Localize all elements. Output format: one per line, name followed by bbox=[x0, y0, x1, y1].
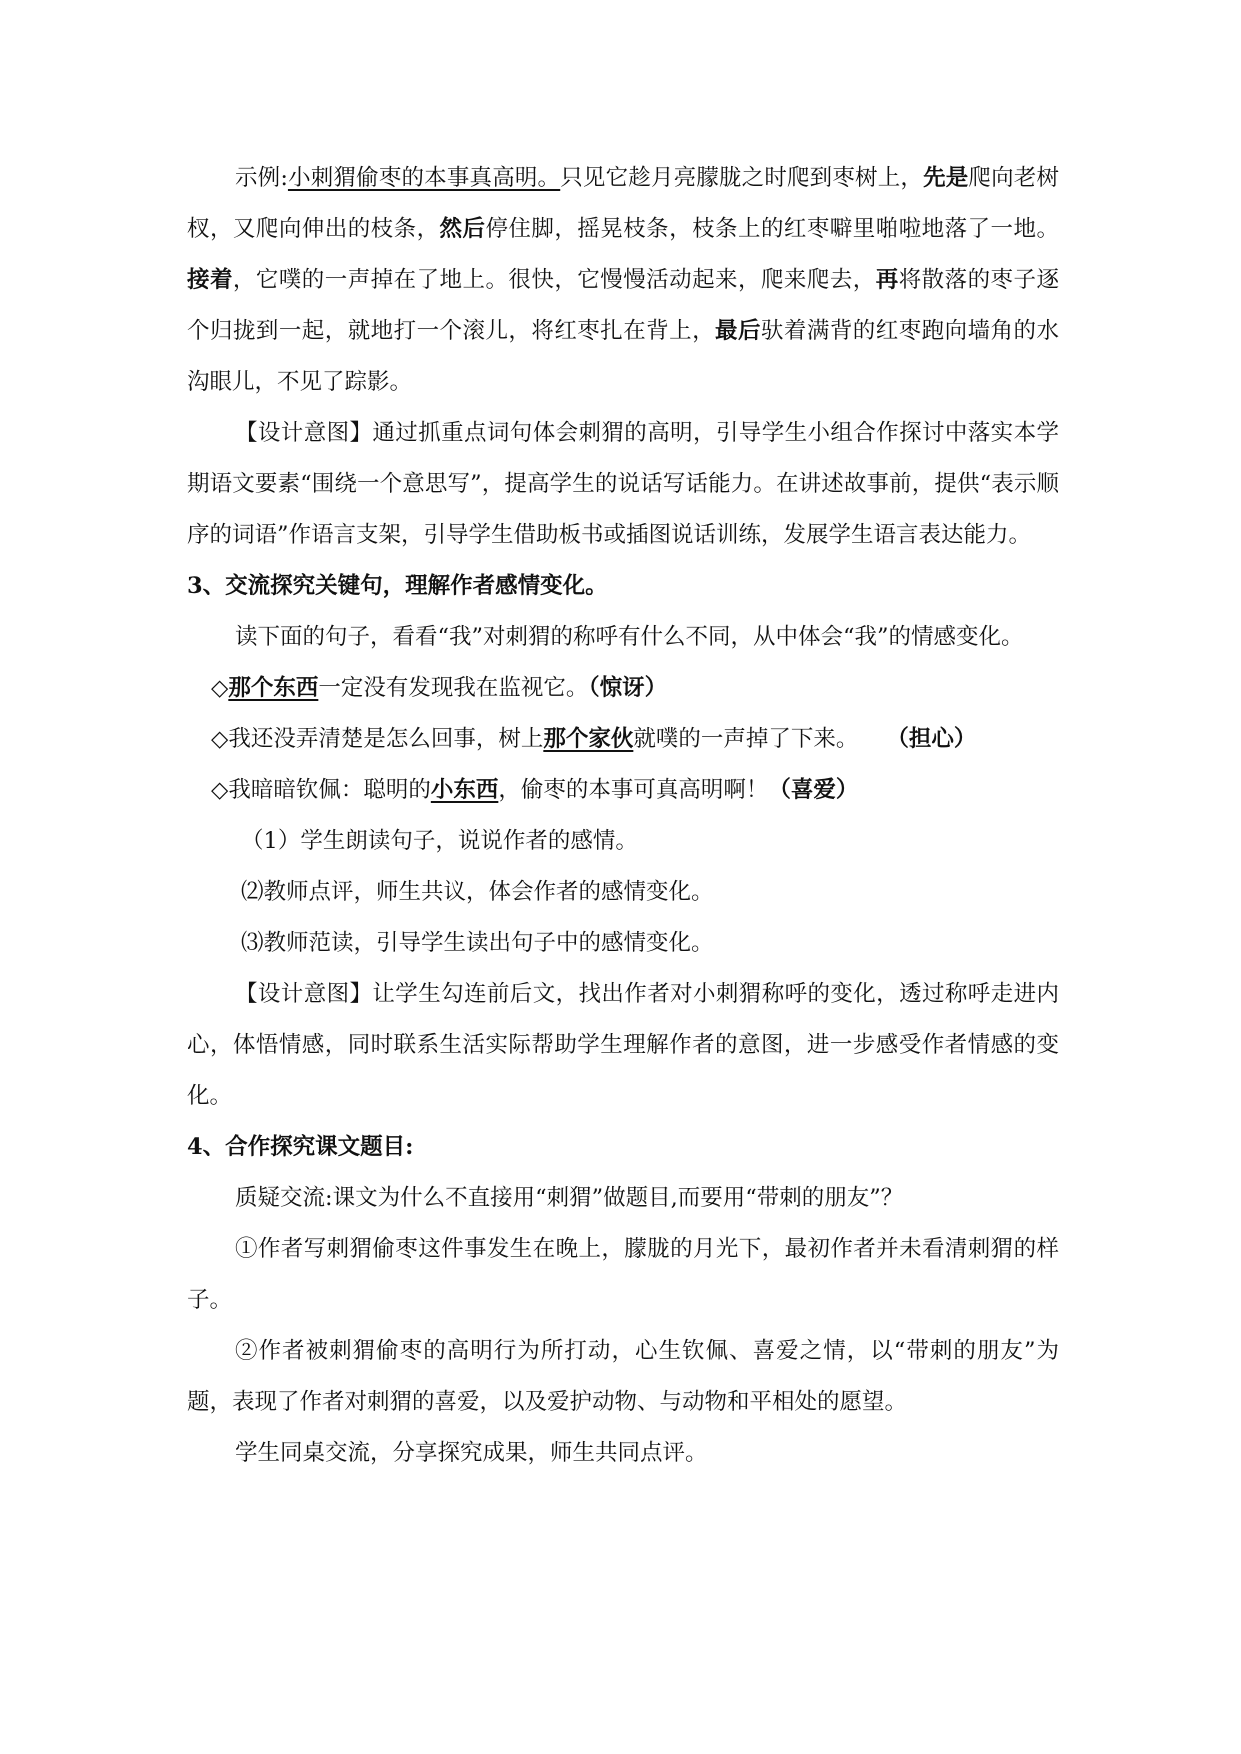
order-word: 最后 bbox=[715, 318, 761, 344]
order-word: 接着 bbox=[187, 267, 233, 293]
key-term: 那个东西 bbox=[228, 675, 319, 701]
key-sentence-1: ◇那个东西一定没有发现我在监视它。（惊讶） bbox=[211, 675, 668, 701]
order-word: 再 bbox=[875, 267, 899, 293]
design-intent-paragraph-1: 【设计意图】通过抓重点词句体会刺猬的高明，引导学生小组合作探讨中落实本学期语文要素“围绕一个意思写”，提高学生的说话写话能力。在讲述故事前，提供“表示顺序的词语”作语言支架，引导学生借助板书或插图说话训练，发展学生语言表达能力。 bbox=[187, 420, 1059, 548]
emotion-tag: （惊讶） bbox=[588, 675, 668, 701]
key-term: 那个家伙 bbox=[543, 726, 634, 752]
example-paragraph: 示例:小刺猬偷枣的本事真高明。只见它趁月亮朦胧之时爬到枣树上，先是爬向老树杈，又爬向伸出的枝条，然后停住脚，摇晃枝条，枝条上的红枣噼里啪啦地落了一地。接着，它噗的一声掉在了地上。很快，它慢慢活动起来，爬来爬去，再将散落的枣子逐个归拢到一起，就地打一个滚儿，将红枣扎在背上，最后驮着满背的红枣跑向墙角的水沟眼儿，不见了踪影。 bbox=[187, 165, 1059, 395]
emotion-tag: （担心） bbox=[886, 726, 977, 752]
design-intent-label: 【设计意图】 bbox=[235, 420, 373, 446]
section-4-question: 质疑交流:课文为什么不直接用“刺猬”做题目,而要用“带刺的朋友”？ bbox=[235, 1185, 904, 1211]
example-topic-sentence: 小刺猬偷枣的本事真高明。 bbox=[287, 165, 561, 191]
closing-paragraph: 学生同桌交流，分享探究成果，师生共同点评。 bbox=[235, 1440, 708, 1466]
example-label: 示例: bbox=[235, 165, 288, 191]
section-4-heading: 4、合作探究课文题目: bbox=[187, 1134, 414, 1160]
answer-2: ②作者被刺猬偷枣的高明行为所打动，心生钦佩、喜爱之情，以“带刺的朋友”为题，表现了作者对刺猬的喜爱，以及爱护动物、与动物和平相处的愿望。 bbox=[187, 1338, 1059, 1415]
key-sentence-2: ◇我还没弄清楚是怎么回事，树上那个家伙就噗的一声掉了下来。 （担心） bbox=[211, 726, 977, 752]
order-word: 先是 bbox=[923, 165, 969, 191]
section-3-intro: 读下面的句子，看看“我”对刺猬的称呼有什么不同，从中体会“我”的情感变化。 bbox=[235, 624, 1024, 650]
step-item: （1）学生朗读句子，说说作者的感情。 bbox=[241, 828, 638, 854]
step-item: ⑵教师点评，师生共议，体会作者的感情变化。 bbox=[241, 879, 714, 905]
design-intent-paragraph-2: 【设计意图】让学生勾连前后文，找出作者对小刺猬称呼的变化，透过称呼走进内心，体悟情感，同时联系生活实际帮助学生理解作者的意图，进一步感受作者情感的变化。 bbox=[187, 981, 1059, 1109]
order-word: 然后 bbox=[439, 216, 486, 242]
key-term: 小东西 bbox=[430, 777, 499, 803]
section-3-heading: 3、交流探究关键句，理解作者感情变化。 bbox=[187, 573, 608, 599]
step-item: ⑶教师范读，引导学生读出句子中的感情变化。 bbox=[241, 930, 714, 956]
document-page bbox=[187, 153, 1059, 1479]
design-intent-label: 【设计意图】 bbox=[235, 981, 373, 1007]
key-sentence-3: ◇我暗暗钦佩：聪明的小东西，偷枣的本事可真高明啊！（喜爱） bbox=[211, 777, 859, 803]
answer-1: ①作者写刺猬偷枣这件事发生在晚上，朦胧的月光下，最初作者并未看清刺猬的样子。 bbox=[187, 1236, 1059, 1313]
emotion-tag: （喜爱） bbox=[768, 777, 859, 803]
